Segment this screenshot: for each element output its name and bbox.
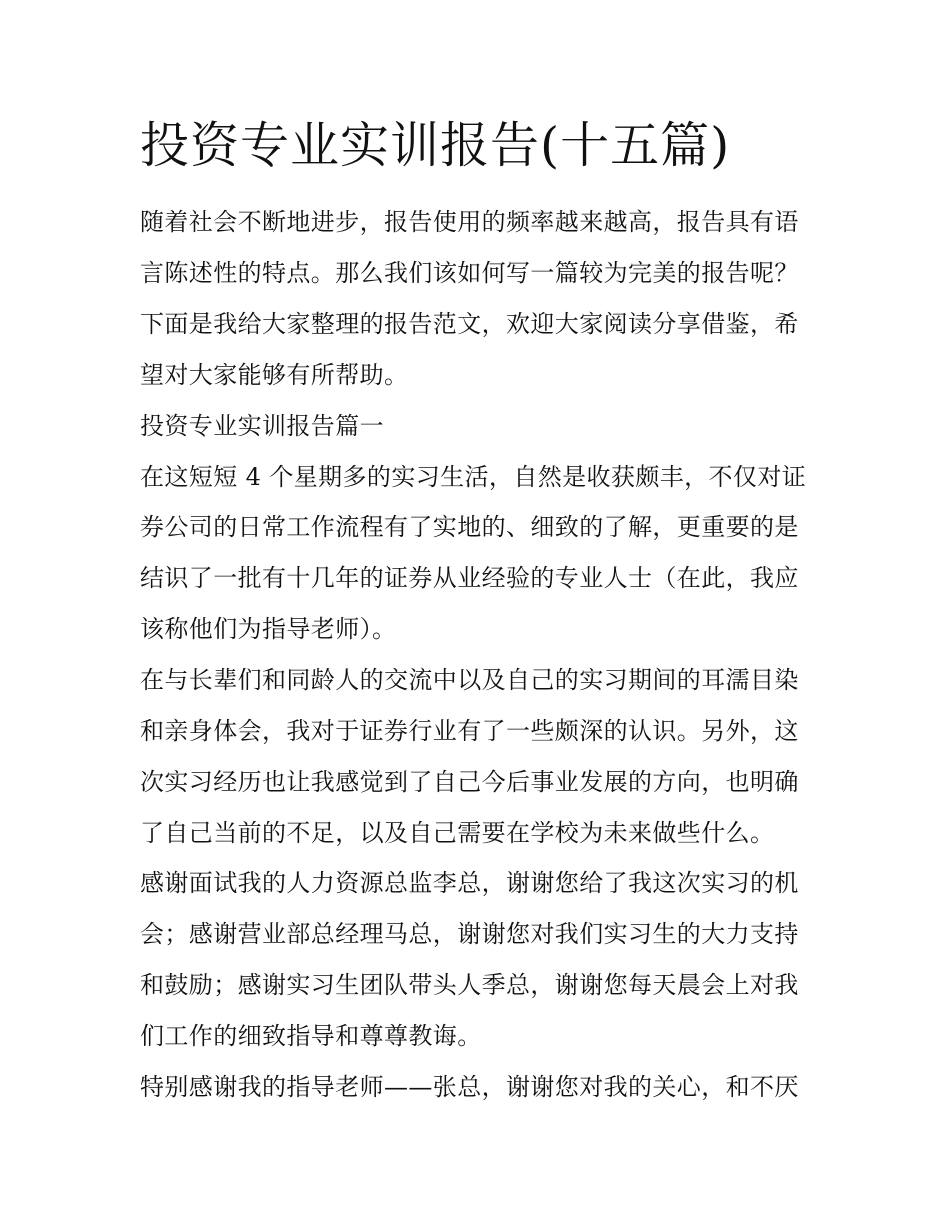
- paragraph-line: 特别感谢我的指导老师——张总，谢谢您对我的关心，和不厌: [140, 1073, 799, 1101]
- section-heading: 投资专业实训报告篇一: [140, 412, 384, 440]
- paragraph-line: 和鼓励；感谢实习生团队带头人季总，谢谢您每天晨会上对我: [140, 971, 799, 999]
- document-title: 投资专业实训报告(十五篇): [140, 117, 731, 174]
- paragraph-line: 了自己当前的不足，以及自己需要在学校为未来做些什么。: [140, 819, 775, 847]
- paragraph-line: 次实习经历也让我感觉到了自己今后事业发展的方向，也明确: [140, 768, 799, 796]
- paragraph-line: 和亲身体会，我对于证券行业有了一些颇深的认识。另外，这: [140, 717, 799, 745]
- paragraph-line: 们工作的细致指导和尊尊教诲。: [140, 1022, 482, 1050]
- paragraph-line: 结识了一批有十几年的证券从业经验的专业人士（在此，我应: [140, 564, 799, 592]
- paragraph-line: 该称他们为指导老师）。: [140, 615, 397, 643]
- paragraph-line: 在与长辈们和同龄人的交流中以及自己的实习期间的耳濡目染: [140, 666, 799, 694]
- paragraph-line: 在这短短 4 个星期多的实习生活，自然是收获颇丰，不仅对证: [140, 463, 807, 491]
- paragraph-line: 感谢面试我的人力资源总监李总，谢谢您给了我这次实习的机: [140, 869, 799, 897]
- intro-line: 下面是我给大家整理的报告范文，欢迎大家阅读分享借鉴，希: [140, 310, 799, 338]
- paragraph-line: 会；感谢营业部总经理马总，谢谢您对我们实习生的大力支持: [140, 920, 799, 948]
- intro-line: 言陈述性的特点。那么我们该如何写一篇较为完美的报告呢？: [140, 259, 799, 287]
- intro-line: 望对大家能够有所帮助。: [140, 361, 409, 389]
- intro-line: 随着社会不断地进步，报告使用的频率越来越高，报告具有语: [140, 208, 799, 236]
- paragraph-line: 券公司的日常工作流程有了实地的、细致的了解，更重要的是: [140, 513, 799, 541]
